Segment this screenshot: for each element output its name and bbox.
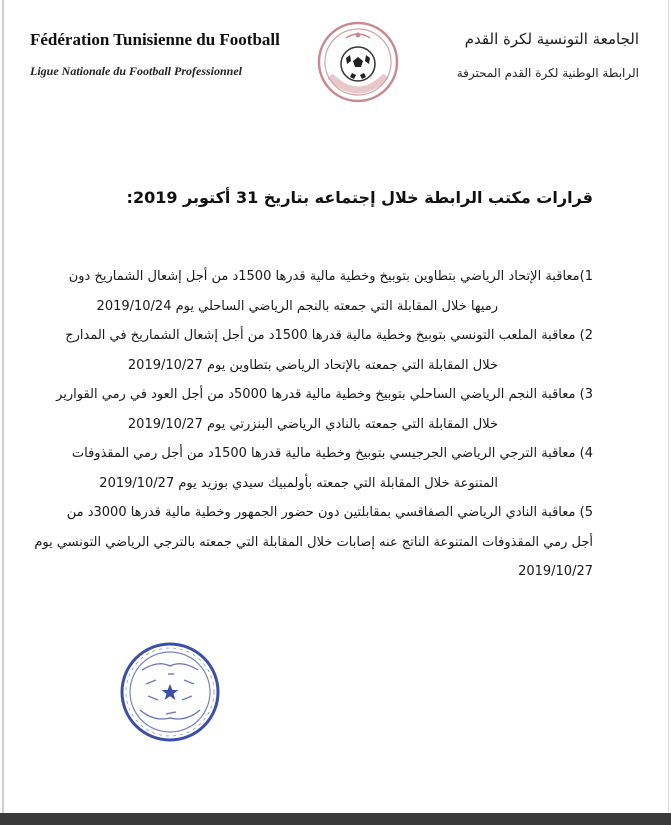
decisions-list [34, 262, 593, 587]
decision-line: 2) معاقبة الملعب التونسي بتوبيخ وخطية مالية قدرها 1500د من أجل إشعال الشماريخ في المدارج [65, 328, 593, 343]
decision-item [34, 498, 593, 587]
document-title: قرارات مكتب الرابطة خلال إجتماعه بتاريخ 31 أكتوبر 2019: [126, 188, 593, 207]
decision-item [68, 262, 593, 321]
page-edge-right [668, 0, 669, 825]
decision-line: المتنوعة خلال المقابلة التي جمعته بأولمبيك سيدي بوزيد يوم 2019/10/27 [99, 475, 498, 491]
bottom-bar [0, 813, 671, 825]
decision-line: 1)معاقبة الإتحاد الرياضي بتطاوين بتوبيخ وخطية مالية قدرها 1500د من أجل إشعال الشماريخ دون [68, 269, 593, 284]
decision-line: 4) معاقبة الترجي الرياضي الجرجيسي بتوبيخ وخطية مالية قدرها 1500د من أجل رمي المقذوفات [71, 446, 593, 461]
decision-item [71, 439, 593, 498]
federation-logo-icon [316, 20, 400, 104]
decision-line: 3) معاقبة النجم الرياضي الساحلي بتوبيخ وخطية مالية قدرها 5000د من أجل العود في رمي القوارير [56, 387, 593, 402]
decision-item [65, 321, 593, 380]
decision-line: 2019/10/27 [518, 564, 593, 579]
page-edge-left [2, 0, 4, 825]
decision-line: خلال المقابلة التي جمعته بالنادي الرياضي البنزرتي يوم 2019/10/27 [127, 416, 498, 432]
league-stamp-icon [118, 640, 222, 744]
decision-line: خلال المقابلة التي جمعته بالإتحاد الرياضي بتطاوين يوم 2019/10/27 [127, 357, 498, 373]
league-name-arabic: الرابطة الوطنية لكرة القدم المحترفة [456, 66, 639, 80]
decision-line: رميها خلال المقابلة التي جمعته بالنجم الرياضي الساحلي يوم 2019/10/24 [96, 298, 498, 314]
federation-name-french: Fédération Tunisienne du Football [30, 30, 280, 49]
league-name-french: Ligue Nationale du Football Professionnel [30, 64, 243, 78]
decision-item [56, 380, 593, 439]
federation-name-arabic: الجامعة التونسية لكرة القدم [464, 30, 639, 48]
decision-line: أجل رمي المقذوفات المتنوعة الناتج عنه إصابات خلال المقابلة التي جمعته بالترجي الرياضي التونسي يوم [34, 534, 593, 550]
decision-line: 5) معاقبة النادي الرياضي الصفاقسي بمقابلتين دون حضور الجمهور وخطية مالية قدرها 3000د من [66, 505, 593, 520]
